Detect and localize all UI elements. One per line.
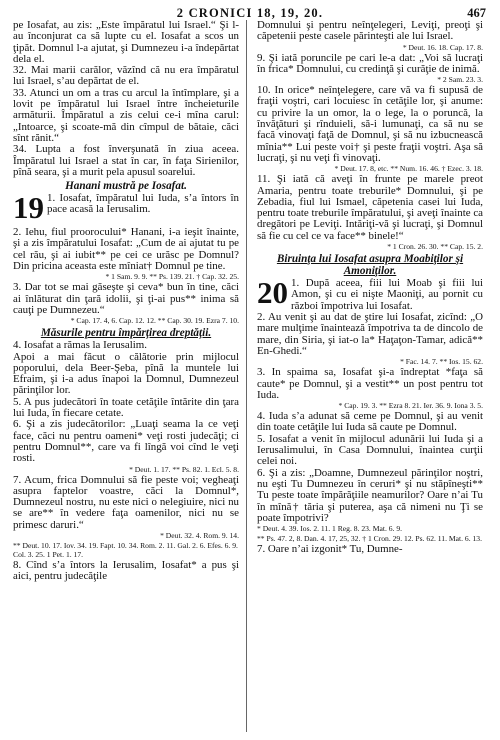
verse-9: 9. Şi iată poruncile pe cari le-a dat: „Voi să lucraţi în frica* Domnului, cu credinţă şi curăţie de inimă. [257, 51, 483, 75]
verse-2: 2. Au venit şi au dat de ştire lui Iosafat, zicînd: „O mare mulţime înaintează împotriva ta de dincolo de mare, din Siria, şi iat-o la* Haţaţon-Tamar, adică** En-Ghedi.“ [257, 311, 483, 357]
verse-3: 3. Dar tot se mai găseşte şi ceva* bun în tine, căci ai înlăturat din ţară idolii, şi ţi-ai pus** inima să cauţi pe Dumnezeu.“ [13, 281, 239, 316]
verse-5: 5. Iosafat a venit în mijlocul adunării lui Iuda şi a Ierusalimului, în Casa Domnului, înaintea curţii celei noi. [257, 432, 483, 468]
chapter-19-start [13, 190, 239, 227]
verse-3: 3. In spaima sa, Iosafat şi-a îndreptat *faţa să caute* pe Domnul, şi a vestit** un post pentru tot Iuda. [257, 366, 483, 401]
chapter-20-start [257, 275, 483, 312]
verse-10: 10. In orice* neînţelegere, care vă va fi supusă de fraţii voştri, cari locuiesc în cetăţile lor, şi anume: cu privire la un omor, la o lege, la o poruncă, la învăţături şi rînduieli, să-i lumunaţi, ca să nu se facă vinovaţi faţă de Domnul, şi să nu izbucnească mînia** Lui peste voi† şi peste fraţii voştri. Aşa să lucraţi, şi nu veţi fi vinovaţi. [257, 84, 483, 164]
verse-34: 34. Lupta a fost înverşunată în ziua aceea. Împăratul lui Israel a stat în car, în faţa Sirienilor, pînă seara, şi a murit pela apusul soarelui. [13, 143, 239, 178]
verse-8: 8. Cînd s’a întors la Ierusalim, Iosafat* a pus şi aici, pentru judecăţile [13, 558, 239, 583]
chapter-number: 20 [257, 275, 288, 311]
right-column [257, 20, 483, 555]
verse-7: 7. Oare n’ai izgonit* Tu, Dumne- [257, 543, 403, 556]
cross-reference: * Fac. 14. 7. ** Ios. 15. 62. [400, 357, 483, 367]
verse-paragraph: pe Iosafat, au zis: „Este împăratul lui Israel.“ Şi l-au înconjurat ca să lupte cu el. Iosafat a scos un ţipăt. Domnul l-a ajutat, şi Dumnezeu i-a îndepărtat dela el. [13, 19, 239, 65]
left-column [13, 20, 239, 583]
cross-reference: * Cap. 19. 3. ** Ezra 8. 21. Ier. 36. 9. Iona 3. 5. [338, 401, 483, 411]
verse-4: 4. Iuda s’a adunat să ceme pe Domnul, şi au venit din toate cetăţile lui Iuda să caute pe Domnul. [257, 410, 483, 434]
verse-8-cont: Domnului şi pentru neînţelegeri, Leviţi, preoţi şi căpetenii peste casele părinteşti ale lui Israel. [257, 19, 483, 43]
verse-32: 32. Mai marii carălor, văzînd că nu era împăratul lui Israel, s’au depărtat de el. [13, 64, 239, 88]
cross-reference: * 2 Sam. 23. 3. [437, 75, 483, 85]
verse-5: 5. A pus judecători în toate cetăţile întărite din ţara lui Iuda, în fiecare cetate. [13, 395, 239, 420]
cross-reference: * Deut. 17. 8, etc. ** Num. 16. 46. † Ezec. 3. 18. [334, 164, 483, 174]
verse-1: 1. După aceea, fiii lui Moab şi fiii lui Amon, şi cu ei nişte Maoniţi, au pornit cu război împotriva lui Iosafat. [291, 277, 483, 312]
section-heading-victory: Biruinţa lui Iosafat asupra Moabiţilor şi Amoniţilor. [276, 253, 464, 278]
cross-reference: ** Deut. 10. 17. Iov. 34. 19. Fapt. 10. 34. Rom. 2. 11. Gal. 2. 6. Efes. 6. 9. Col. 3. 25. 1 Pet. 1. 17. [13, 540, 238, 559]
section-heading-justice: Măsurile pentru împărţirea dreptăţii. [40, 327, 212, 340]
cross-reference: * Deut. 16. 18. Cap. 17. 8. [402, 42, 483, 52]
cross-reference: * Deut. 32. 4. Rom. 9. 14. [160, 530, 239, 540]
verse-7: 7. Acum, frica Domnului să fie peste voi; vegheaţi asupra faptelor voastre, căci la Domnul*, Dumnezeul nostru, nu este nici o nelegiuire, nici nu se are** în vedere faţa oamenilor, nici nu se primesc daruri.“ [13, 473, 239, 531]
verse-1: 1. Iosafat, împăratul lui Iuda, s’a întors în pace acasă la Ierusalim. [47, 192, 239, 216]
cross-reference: * 1 Sam. 9. 9. ** Ps. 139. 21. † Cap. 32. 25. [105, 272, 239, 282]
cross-reference: * Cap. 17. 4, 6. Cap. 12. 12. ** Cap. 30. 19. Ezra 7. 10. [70, 316, 239, 326]
page-number: 467 [467, 6, 486, 20]
cross-reference: * 1 Cron. 26. 30. ** Cap. 15. 2. [387, 242, 483, 252]
verse-2: 2. Iehu, fiul proorocului* Hanani, i-a ieşit înainte, şi a zis împăratului Iosafat: „Cum de ai ajutat tu pe cel rău, şi ai iubit** pe cei ce urăsc pe Domnul? Din pricina aceasta este mîniat† Domnul pe tine. [13, 226, 239, 273]
cross-reference: * Deut. 4. 39. Ios. 2. 11. 1 Reg. 8. 23. Mat. 6. 9. [257, 524, 403, 534]
cross-reference: * Deut. 1. 17. ** Ps. 82. 1. Ecl. 5. 8. [129, 464, 239, 474]
verse-4-cont: Apoi a mai făcut o călătorie prin mijlocul poporului, dela Beer-Şeba, pînă la muntele lui Efraim, şi i-a adus înapoi la Domnul, Dumnezeul părinţilor lor. [13, 350, 239, 397]
section-heading-hanani: Hanani mustră pe Iosafat. [65, 180, 187, 193]
verse-6: 6. Şi a zis: „Doamne, Dumnezeul părinţilor noştri, nu eşti Tu Dumnezeu în ceruri* şi nu stăpîneşti** Tu peste toate împărăţiile neamurilor? Oare n’ai Tu în mînă† tăria şi puterea, aşa că nimeni nu Ţi se poate împotrivi? [257, 466, 483, 524]
verse-6: 6. Şi a zis judecătorilor: „Luaţi seama la ce veţi face, căci nu pentru oameni* veţi rosti judecăţi; ci pentru Domnul**, care va fi lîngă voi cînd le veţi rosti. [13, 418, 239, 465]
column-divider [246, 20, 247, 732]
running-title: 2 CRONICI 18, 19, 20. [176, 6, 324, 20]
verse-4: 4. Iosafat a rămas la Ierusalim. [13, 339, 147, 352]
verse-11: 11. Şi iată că aveţi în frunte pe marele preot Amaria, pentru toate treburile* Domnului, şi pe Zebadia, fiul lui Ismael, căpetenia casei lui Iuda, pentru toate treburile împăratului, şi aveţi înainte ca dregători pe Leviţi. Intăriţi-vă şi lucraţi, şi Domnul să fie cu cel ce va face** binele!“ [257, 173, 483, 242]
verse-33: 33. Atunci un om a tras cu arcul la întîmplare, şi a lovit pe împăratul lui Israel între încheieturile armăturii. Împăratul a zis celui ce-i mîna carul: „Intoarce, şi scoate-mă din cîmpul de bătaie, căci sînt rănit.“ [13, 86, 239, 144]
chapter-number: 19 [13, 190, 44, 226]
cross-reference: ** Ps. 47. 2, 8. Dan. 4. 17, 25, 32. † 1 Cron. 29. 12. Ps. 62. 11. Mat. 6. 13. [257, 534, 483, 544]
page-header [0, 6, 500, 20]
